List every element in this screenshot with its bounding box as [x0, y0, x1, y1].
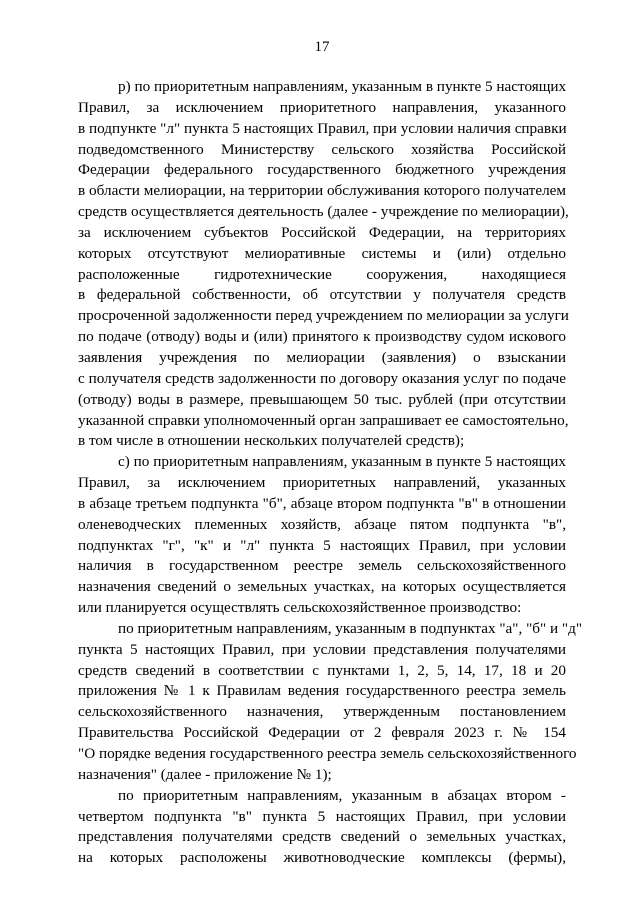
text-line: в области мелиорации, на территории обслуживания которого получателем	[78, 182, 566, 200]
text-line: в федеральной собственности, об отсутствии у получателя средств	[78, 286, 566, 304]
text-line: средств сведений в соответствии с пунктами 1, 2, 5, 14, 17, 18 и 20	[78, 661, 566, 679]
text-line: расположенные гидротехнические сооружения, находящиеся	[78, 265, 566, 283]
text-line: средств осуществляется деятельность (далее - учреждение по мелиорации),	[78, 203, 569, 221]
text-line: подпунктах "г", "к" и "л" пункта 5 настоящих Правил, при условии	[78, 536, 566, 554]
text-line: на которых расположены животноводческие комплексы (фермы),	[78, 849, 566, 867]
text-line: в подпункте "л" пункта 5 настоящих Правил, при условии наличия справки	[78, 119, 567, 137]
text-line: сельскохозяйственного назначения, утвержденным постановлением	[78, 703, 566, 721]
text-line: заявления учреждения по мелиорации (заявления) о взыскании	[78, 348, 566, 366]
text-line: приложения № 1 к Правилам ведения государственного реестра земель	[78, 682, 566, 700]
page-number: 17	[314, 39, 330, 55]
text-line: просроченной задолженности перед учреждением по мелиорации за услуги	[78, 307, 569, 325]
text-line: пункта 5 настоящих Правил, при условии представления получателями	[78, 640, 566, 658]
text-line: Правительства Российской Федерации от 2 февраля 2023 г. № 154	[78, 724, 566, 742]
text-line: в абзаце третьем подпункта "б", абзаце втором подпункта "в" в отношении	[78, 494, 566, 512]
text-line: Правил, за исключением приоритетного направления, указанного	[78, 98, 566, 116]
text-line: Правил, за исключением приоритетных направлений, указанных	[78, 474, 566, 492]
text-line: "О порядке ведения государственного реестра земель сельскохозяйственного	[78, 745, 577, 762]
text-line: (отводу) воды в размере, превышающем 50 тыс. рублей (при отсутствии	[78, 390, 566, 408]
text-line: подведомственного Министерству сельского хозяйства Российской	[78, 140, 566, 158]
text-line: наличия в государственном реестре земель сельскохозяйственного	[78, 557, 566, 575]
text-line: по подаче (отводу) воды и (или) принятого к производству судом искового	[78, 328, 566, 346]
text-line: назначения" (далее - приложение № 1);	[78, 765, 332, 783]
text-line: по приоритетным направлениям, указанным в абзацах втором -	[118, 786, 566, 804]
text-line: по приоритетным направлениям, указанным в подпунктах "а", "б" и "д"	[118, 619, 583, 637]
text-line: указанной справки уполномоченный орган запрашивает ее самостоятельно,	[78, 411, 569, 429]
text-line: оленеводческих племенных хозяйств, абзаце пятом подпункта "в",	[78, 515, 566, 533]
text-line: или планируется осуществлять сельскохозяйственное производство:	[78, 599, 522, 617]
document-body	[78, 77, 583, 869]
text-line: четвертом подпункта "в" пункта 5 настоящих Правил, при условии	[78, 807, 566, 825]
text-line: Федерации федерального государственного бюджетного учреждения	[78, 161, 566, 179]
text-line: представления получателями средств сведений о земельных участках,	[78, 828, 566, 846]
text-line: р) по приоритетным направлениям, указанным в пункте 5 настоящих	[118, 78, 567, 95]
text-line: назначения сведений о земельных участках, на которых осуществляется	[78, 578, 566, 596]
text-line: с получателя средств задолженности по договору оказания услуг по подаче	[78, 369, 566, 387]
text-line: с) по приоритетным направлениям, указанным в пункте 5 настоящих	[118, 453, 566, 471]
text-line: которых отсутствуют мелиоративные системы и (или) отдельно	[78, 244, 566, 262]
text-line: в том числе в отношении нескольких получателей средств);	[78, 432, 465, 450]
text-line: за исключением субъектов Российской Федерации, на территориях	[78, 223, 566, 241]
